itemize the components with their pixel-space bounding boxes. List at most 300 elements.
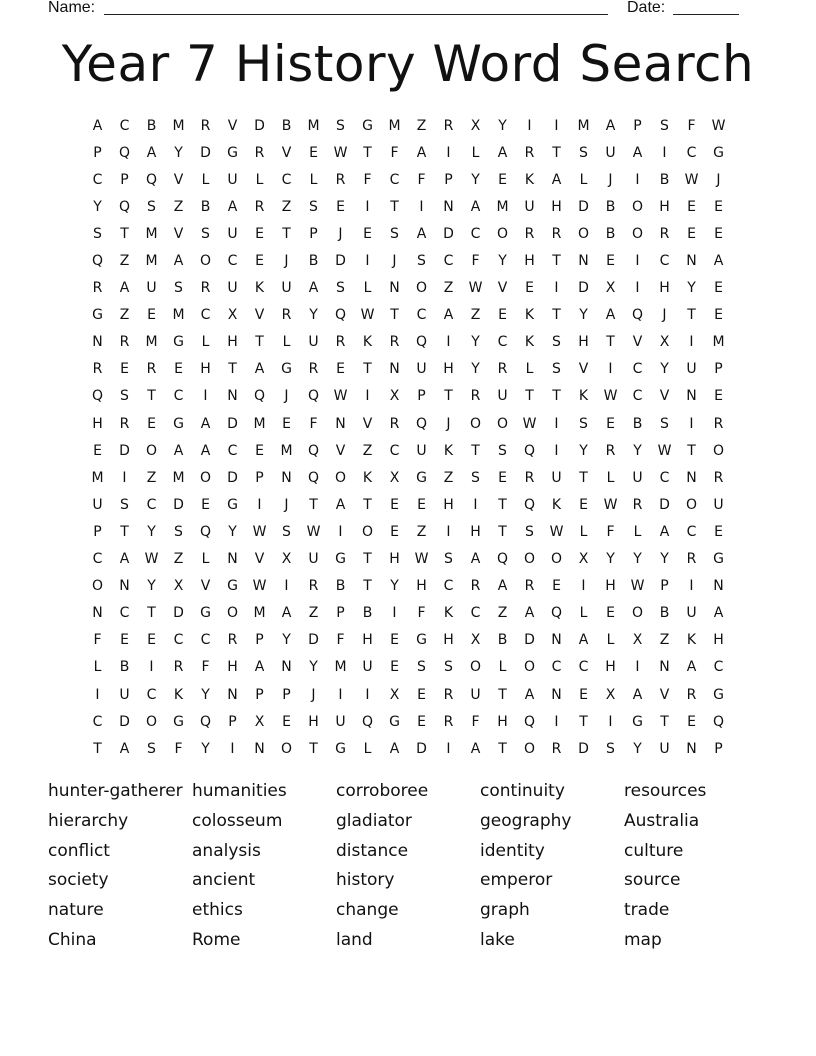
grid-letter: S <box>660 117 669 134</box>
grid-letter: T <box>498 686 507 703</box>
grid-letter: N <box>686 740 697 757</box>
grid-letter: I <box>635 171 640 188</box>
grid-letter: P <box>93 523 102 540</box>
grid-letter: G <box>281 361 292 378</box>
grid-row <box>84 708 732 735</box>
word-list-item: corroboree <box>336 781 429 801</box>
grid-letter: R <box>254 144 265 161</box>
grid-letter: F <box>471 713 480 730</box>
grid-letter: I <box>446 144 451 161</box>
grid-letter: E <box>579 496 588 513</box>
grid-letter: R <box>335 171 346 188</box>
grid-letter: J <box>338 225 343 242</box>
grid-letter: P <box>714 740 723 757</box>
grid-letter: N <box>227 551 238 568</box>
grid-letter: O <box>496 225 509 242</box>
grid-letter: N <box>713 578 724 595</box>
grid-letter: C <box>281 171 292 188</box>
grid-letter: B <box>659 171 670 188</box>
grid-letter: D <box>578 198 589 215</box>
grid-letter: L <box>93 659 102 676</box>
grid-row <box>84 193 732 220</box>
grid-letter: B <box>335 578 346 595</box>
grid-letter: G <box>227 144 238 161</box>
grid-row <box>84 329 732 356</box>
grid-letter: G <box>335 551 346 568</box>
grid-letter: E <box>309 144 318 161</box>
word-list-item: hunter-gatherer <box>48 781 183 801</box>
grid-letter: W <box>144 551 159 568</box>
grid-letter: C <box>173 388 184 405</box>
grid-letter: E <box>363 225 372 242</box>
grid-letter: C <box>686 144 697 161</box>
grid-letter: C <box>713 659 724 676</box>
grid-letter: S <box>147 740 156 757</box>
grid-letter: R <box>281 307 292 324</box>
grid-letter: O <box>685 496 698 513</box>
grid-letter: R <box>443 713 454 730</box>
grid-letter: O <box>523 740 536 757</box>
grid-letter: N <box>92 334 103 351</box>
grid-letter: A <box>308 280 319 297</box>
grid-letter: X <box>605 280 616 297</box>
grid-letter: E <box>687 713 696 730</box>
grid-letter: F <box>687 117 696 134</box>
grid-letter: C <box>173 632 184 649</box>
grid-letter: E <box>390 632 399 649</box>
grid-letter: A <box>524 686 535 703</box>
grid-letter: W <box>684 171 699 188</box>
grid-letter: Q <box>712 713 725 730</box>
grid-letter: C <box>389 442 400 459</box>
grid-letter: E <box>687 225 696 242</box>
grid-letter: L <box>363 280 372 297</box>
grid-letter: I <box>338 523 343 540</box>
grid-letter: I <box>284 578 289 595</box>
grid-letter: G <box>389 713 400 730</box>
grid-letter: H <box>443 632 454 649</box>
grid-letter: N <box>551 632 562 649</box>
grid-letter: Q <box>118 144 131 161</box>
grid-letter: T <box>525 388 534 405</box>
grid-letter: D <box>173 496 184 513</box>
grid-letter: I <box>365 198 370 215</box>
grid-letter: C <box>119 605 130 622</box>
grid-letter: Y <box>201 740 210 757</box>
grid-letter: P <box>444 171 453 188</box>
grid-letter: V <box>173 225 184 242</box>
grid-letter: Y <box>660 361 669 378</box>
grid-letter: D <box>119 713 130 730</box>
grid-letter: X <box>470 632 481 649</box>
grid-letter: S <box>336 117 345 134</box>
grid-letter: V <box>497 280 508 297</box>
grid-letter: G <box>632 713 643 730</box>
grid-row <box>84 275 732 302</box>
grid-letter: A <box>470 551 481 568</box>
grid-letter: C <box>632 388 643 405</box>
grid-letter: T <box>120 523 129 540</box>
grid-letter: K <box>686 632 697 649</box>
grid-letter: G <box>335 740 346 757</box>
grid-letter: G <box>713 144 724 161</box>
grid-letter: B <box>659 605 670 622</box>
word-list-item: China <box>48 929 97 950</box>
word-list-item: analysis <box>192 840 261 861</box>
word-list-item: source <box>624 870 681 891</box>
grid-letter: S <box>606 740 615 757</box>
grid-letter: I <box>662 144 667 161</box>
grid-letter: I <box>446 523 451 540</box>
grid-letter: L <box>309 171 318 188</box>
grid-letter: C <box>92 551 103 568</box>
grid-letter: T <box>552 307 561 324</box>
grid-letter: W <box>252 523 267 540</box>
grid-letter: W <box>414 551 429 568</box>
grid-letter: H <box>389 551 400 568</box>
grid-letter: R <box>524 578 535 595</box>
grid-letter: R <box>713 469 724 486</box>
grid-letter: A <box>119 740 130 757</box>
grid-letter: J <box>284 253 289 270</box>
grid-letter: Q <box>307 388 320 405</box>
grid-letter: E <box>255 442 264 459</box>
grid-letter: O <box>631 605 644 622</box>
grid-letter: R <box>92 280 103 297</box>
grid-letter: T <box>255 334 264 351</box>
grid-letter: U <box>227 171 238 188</box>
grid-letter: Y <box>606 551 615 568</box>
grid-letter: T <box>228 361 237 378</box>
grid-letter: J <box>284 388 289 405</box>
grid-letter: T <box>93 740 102 757</box>
grid-letter: A <box>254 659 265 676</box>
grid-letter: T <box>363 144 372 161</box>
word-list-item: nature <box>48 900 104 921</box>
grid-letter: A <box>713 605 724 622</box>
grid-letter: U <box>470 686 481 703</box>
grid-letter: V <box>632 334 643 351</box>
grid-letter: M <box>145 253 158 270</box>
grid-letter: T <box>471 442 480 459</box>
grid-letter: V <box>659 686 670 703</box>
grid-letter: Z <box>416 117 427 134</box>
grid-letter: C <box>632 361 643 378</box>
grid-letter: L <box>255 171 264 188</box>
grid-letter: Y <box>633 551 642 568</box>
grid-letter: R <box>443 686 454 703</box>
grid-letter: M <box>145 225 158 242</box>
grid-letter: I <box>608 713 613 730</box>
grid-letter: S <box>417 659 426 676</box>
name-blank-line <box>104 14 608 15</box>
word-list-item: emperor <box>480 870 553 891</box>
grid-letter: L <box>282 334 291 351</box>
grid-letter: I <box>608 361 613 378</box>
grid-letter: O <box>199 469 212 486</box>
grid-row <box>84 600 732 627</box>
grid-row <box>84 356 732 383</box>
grid-letter: N <box>119 578 130 595</box>
grid-row <box>84 437 732 464</box>
grid-letter: C <box>200 632 211 649</box>
grid-letter: E <box>498 171 507 188</box>
grid-letter: S <box>120 496 129 513</box>
grid-letter: T <box>120 225 129 242</box>
grid-letter: K <box>173 686 184 703</box>
grid-letter: D <box>200 144 211 161</box>
grid-letter: R <box>308 361 319 378</box>
grid-letter: E <box>579 686 588 703</box>
grid-letter: S <box>579 144 588 161</box>
grid-letter: Z <box>443 280 454 297</box>
header-row <box>0 0 816 20</box>
word-list-item: ancient <box>192 870 256 891</box>
grid-letter: B <box>497 632 508 649</box>
grid-letter: A <box>119 551 130 568</box>
word-list-item: ethics <box>192 900 243 921</box>
grid-letter: I <box>203 388 208 405</box>
grid-letter: T <box>147 605 156 622</box>
grid-letter: H <box>659 280 670 297</box>
grid-letter: H <box>416 578 427 595</box>
grid-letter: K <box>551 496 562 513</box>
grid-letter: T <box>498 496 507 513</box>
grid-letter: M <box>280 442 293 459</box>
grid-letter: E <box>120 361 129 378</box>
grid-letter: D <box>335 253 346 270</box>
grid-letter: T <box>444 388 453 405</box>
grid-letter: E <box>147 307 156 324</box>
grid-letter: R <box>551 740 562 757</box>
grid-letter: E <box>714 388 723 405</box>
grid-letter: V <box>254 551 265 568</box>
grid-letter: B <box>632 415 643 432</box>
grid-letter: Q <box>307 442 320 459</box>
grid-letter: U <box>308 551 319 568</box>
grid-letter: J <box>284 496 289 513</box>
grid-letter: B <box>605 198 616 215</box>
grid-letter: Z <box>119 307 130 324</box>
grid-letter: R <box>389 415 400 432</box>
grid-letter: H <box>308 713 319 730</box>
grid-letter: C <box>659 253 670 270</box>
grid-letter: M <box>388 117 401 134</box>
grid-letter: W <box>360 307 375 324</box>
grid-letter: P <box>255 632 264 649</box>
grid-row <box>84 464 732 491</box>
grid-letter: S <box>525 523 534 540</box>
grid-letter: F <box>174 740 183 757</box>
name-label: Name: <box>48 0 96 16</box>
grid-letter: U <box>497 388 508 405</box>
grid-letter: P <box>660 578 669 595</box>
grid-letter: E <box>606 253 615 270</box>
grid-letter: E <box>282 713 291 730</box>
grid-letter: Y <box>660 551 669 568</box>
grid-letter: X <box>389 686 400 703</box>
grid-letter: Z <box>308 605 319 622</box>
grid-letter: U <box>713 496 724 513</box>
grid-letter: F <box>390 144 399 161</box>
grid-letter: E <box>417 496 426 513</box>
grid-letter: I <box>554 442 559 459</box>
grid-letter: D <box>308 632 319 649</box>
grid-row <box>84 735 732 762</box>
grid-letter: Q <box>523 496 536 513</box>
grid-letter: A <box>443 307 454 324</box>
grid-letter: E <box>606 415 615 432</box>
grid-letter: I <box>446 334 451 351</box>
grid-row <box>84 383 732 410</box>
grid-letter: R <box>470 578 481 595</box>
word-list-item: graph <box>480 900 530 921</box>
grid-letter: R <box>173 659 184 676</box>
grid-letter: Q <box>415 415 428 432</box>
grid-letter: B <box>308 253 319 270</box>
grid-letter: Q <box>91 253 104 270</box>
grid-letter: W <box>252 578 267 595</box>
grid-letter: X <box>227 307 238 324</box>
grid-letter: H <box>605 659 616 676</box>
word-list-item: change <box>336 900 399 921</box>
grid-letter: A <box>200 442 211 459</box>
grid-letter: Q <box>496 551 509 568</box>
grid-letter: L <box>606 469 615 486</box>
grid-letter: B <box>605 225 616 242</box>
grid-letter: F <box>93 632 102 649</box>
grid-letter: O <box>469 415 482 432</box>
grid-letter: R <box>119 334 130 351</box>
grid-letter: I <box>554 117 559 134</box>
grid-letter: P <box>255 469 264 486</box>
grid-letter: B <box>281 117 292 134</box>
grid-row <box>84 166 732 193</box>
grid-letter: A <box>227 198 238 215</box>
grid-letter: S <box>417 253 426 270</box>
grid-letter: O <box>550 551 563 568</box>
grid-letter: T <box>579 469 588 486</box>
grid-letter: N <box>227 686 238 703</box>
grid-letter: R <box>524 225 535 242</box>
grid-letter: X <box>632 632 643 649</box>
grid-letter: N <box>659 659 670 676</box>
grid-row <box>84 112 732 139</box>
grid-letter: F <box>417 171 426 188</box>
grid-letter: R <box>686 686 697 703</box>
grid-letter: Q <box>118 198 131 215</box>
grid-letter: L <box>201 551 210 568</box>
grid-letter: I <box>95 686 100 703</box>
grid-letter: F <box>363 171 372 188</box>
grid-letter: Q <box>631 307 644 324</box>
grid-letter: A <box>254 361 265 378</box>
grid-letter: A <box>632 686 643 703</box>
grid-letter: P <box>633 117 642 134</box>
grid-letter: Q <box>145 171 158 188</box>
grid-letter: E <box>714 198 723 215</box>
grid-letter: Y <box>579 307 588 324</box>
grid-letter: T <box>498 740 507 757</box>
grid-letter: I <box>689 334 694 351</box>
grid-letter: A <box>389 740 400 757</box>
grid-letter: A <box>497 578 508 595</box>
grid-letter: M <box>496 198 509 215</box>
grid-letter: O <box>631 225 644 242</box>
grid-letter: N <box>578 253 589 270</box>
grid-letter: D <box>578 740 589 757</box>
grid-letter: A <box>92 117 103 134</box>
grid-letter: M <box>91 469 104 486</box>
grid-letter: C <box>92 171 103 188</box>
grid-letter: C <box>443 253 454 270</box>
grid-letter: Z <box>659 632 670 649</box>
grid-letter: J <box>311 686 316 703</box>
grid-letter: C <box>470 225 481 242</box>
grid-letter: S <box>174 523 183 540</box>
grid-letter: D <box>227 415 238 432</box>
grid-letter: I <box>689 578 694 595</box>
grid-letter: O <box>226 605 239 622</box>
grid-letter: A <box>470 740 481 757</box>
grid-letter: R <box>227 632 238 649</box>
grid-letter: W <box>306 523 321 540</box>
grid-letter: R <box>443 117 454 134</box>
grid-letter: Y <box>93 198 102 215</box>
grid-letter: I <box>527 117 532 134</box>
grid-letter: Y <box>471 334 480 351</box>
grid-letter: A <box>335 496 346 513</box>
grid-row <box>84 681 732 708</box>
grid-letter: A <box>200 415 211 432</box>
grid-letter: V <box>335 442 346 459</box>
grid-letter: U <box>308 334 319 351</box>
grid-letter: P <box>417 388 426 405</box>
grid-letter: N <box>389 280 400 297</box>
grid-letter: M <box>307 117 320 134</box>
grid-letter: Z <box>497 605 508 622</box>
grid-letter: L <box>498 659 507 676</box>
grid-letter: W <box>522 415 537 432</box>
grid-letter: Y <box>633 442 642 459</box>
grid-letter: B <box>200 198 211 215</box>
grid-letter: V <box>362 415 373 432</box>
grid-letter: S <box>93 225 102 242</box>
grid-letter: O <box>334 469 347 486</box>
grid-letter: E <box>255 253 264 270</box>
grid-letter: S <box>336 280 345 297</box>
grid-letter: Q <box>415 334 428 351</box>
grid-letter: V <box>173 171 184 188</box>
grid-letter: Y <box>147 578 156 595</box>
grid-letter: E <box>417 713 426 730</box>
grid-letter: K <box>524 171 535 188</box>
grid-letter: F <box>336 632 345 649</box>
grid-letter: Q <box>523 442 536 459</box>
grid-letter: I <box>689 415 694 432</box>
grid-letter: G <box>200 605 211 622</box>
grid-letter: C <box>92 713 103 730</box>
grid-letter: E <box>498 469 507 486</box>
grid-letter: C <box>146 686 157 703</box>
grid-letter: C <box>200 307 211 324</box>
grid-letter: E <box>714 280 723 297</box>
grid-row <box>84 247 732 274</box>
grid-letter: E <box>147 632 156 649</box>
word-list-item: identity <box>480 840 545 861</box>
grid-letter: Q <box>523 713 536 730</box>
grid-letter: P <box>228 713 237 730</box>
